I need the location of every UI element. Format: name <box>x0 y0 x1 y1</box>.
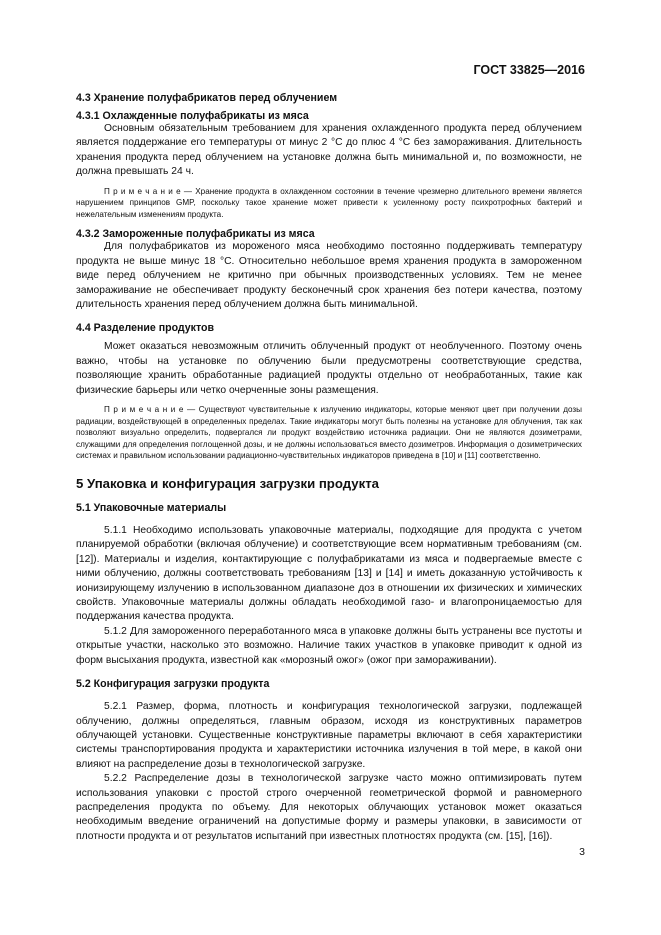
section-4-3-1-note: П р и м е ч а н и е — Хранение продукта в охлажденном состоянии в течение чрезмерно длительного времени является нарушением принципов GMP, поскольку такое хранение может привести к усиленному росту психротрофных бактерий и нежелательным изменениям продукта. <box>76 186 582 219</box>
standard-number: ГОСТ 33825—2016 <box>473 63 585 77</box>
section-5-2-heading: 5.2 Конфигурация загрузки продукта <box>76 678 270 691</box>
section-4-3-1-heading: 4.3.1 Охлажденные полуфабрикаты из мяса <box>76 110 309 122</box>
section-5-1-1-text: 5.1.1 Необходимо использовать упаковочные материалы, подходящие для продукта с учетом планируемой обработки (включая облучение) и соответствующие всем нормативным требованиям (см. [12]). Материалы и изделия, контактирующие с полуфабрикатами из мяса и подвергаемые вместе с ними облучению, должны соответствовать требованиям [13] и [14] и иметь доказанную устойчивость к ионизирующему излучению в использованном диапазоне доз в отношении их физических и химических свойств. Упаковочные материалы должны обладать необходимой газо- и влагопроницаемостью для поддержания качества продукта. <box>76 525 582 623</box>
section-4-4-note: П р и м е ч а н и е — Существуют чувствительные к излучению индикаторы, которые меняют цвет при получении дозы радиации, воздействующей в определенных пределах. Такие индикаторы могут быть полезны на установке для облучения, так как позволяют визуально определить, подвергался ли продукт воздействию источника радиации. Они не являются дозиметрами, служащими для определения поглощенной дозы, и не должны использоваться вместо дозиметров. Информация о дозиметрических системах и правильном использовании радиационно-чувствительных индикаторов приведена в [10] и [11] соответственно. <box>76 405 582 461</box>
section-5-2-2-text: 5.2.2 Распределение дозы в технологической загрузке часто можно оптимизировать путем использования упаковки с простой строго очерченной геометрической формой и равномерного распределения продукта по объему. Для некоторых облучающих установок может оказаться необходимым введение ограничений на допустимые форму и размеры упаковки, в зависимости от плотности продукта и от результатов испытаний при известных плотностях продукта (см. [15], [16]). <box>76 773 582 842</box>
section-4-3-2-text: Для полуфабрикатов из мороженого мяса необходимо постоянно поддерживать температуру продукта не выше минус 18 °С. Относительно небольшое время хранения продукта в замороженном виде перед облучением не критично при обычных производственных условиях. Тем не менее замораживание не обеспечивает продукту бесконечный срок хранения без потери качества, поэтому длительность хранения перед облучением должна быть минимальной. <box>76 241 582 311</box>
page-number: 3 <box>579 846 585 858</box>
section-5-2-1-text: 5.2.1 Размер, форма, плотность и конфигурация технологической загрузки, подлежащей облучению, должны определяться, главным образом, исходя из конструктивных параметров облучающей установки. Существенные конструктивные параметры включают в себя характеристики системы транспортирования продукта и характеристики источника излучения в той мере, в какой они влияют на распределение дозы в технологической загрузке. <box>76 701 582 770</box>
section-4-3-2-heading: 4.3.2 Замороженные полуфабрикаты из мяса <box>76 228 315 241</box>
section-4-3-heading: 4.3 Хранение полуфабрикатов перед облучением <box>76 92 338 104</box>
section-5-1-heading: 5.1 Упаковочные материалы <box>76 502 227 515</box>
section-4-4-heading: 4.4 Разделение продуктов <box>76 322 215 335</box>
section-5-1-2-text: 5.1.2 Для замороженного переработанного мяса в упаковке должны быть устранены все пустоты и открытые участки, насколько это возможно. Наличие таких участков в упаковке приводит к одной из форм высыхания продукта, известной как «морозный ожог» (ожог при замораживании). <box>76 625 582 666</box>
section-4-4-text: Может оказаться невозможным отличить облученный продукт от необлученного. Поэтому очень важно, чтобы на установке по облучению были предусмотрены соответствующие средства, позволяющие хранить обработанные радиацией продукты отдельно от необработанных, такие как физические барьеры или четко очерченные зоны размещения. <box>76 341 582 396</box>
section-5-heading: 5 Упаковка и конфигурация загрузки продукта <box>76 476 380 492</box>
page-content <box>76 92 582 844</box>
section-4-3-1-text: Основным обязательным требованием для хранения охлажденного продукта перед облучением является поддержание его температуры от минус 2 °С до плюс 4 °С без замораживания. Длительность хранения продукта перед облучением на установке должна быть минимальной и, по возможности, не должна превышать 24 ч. <box>76 123 582 178</box>
